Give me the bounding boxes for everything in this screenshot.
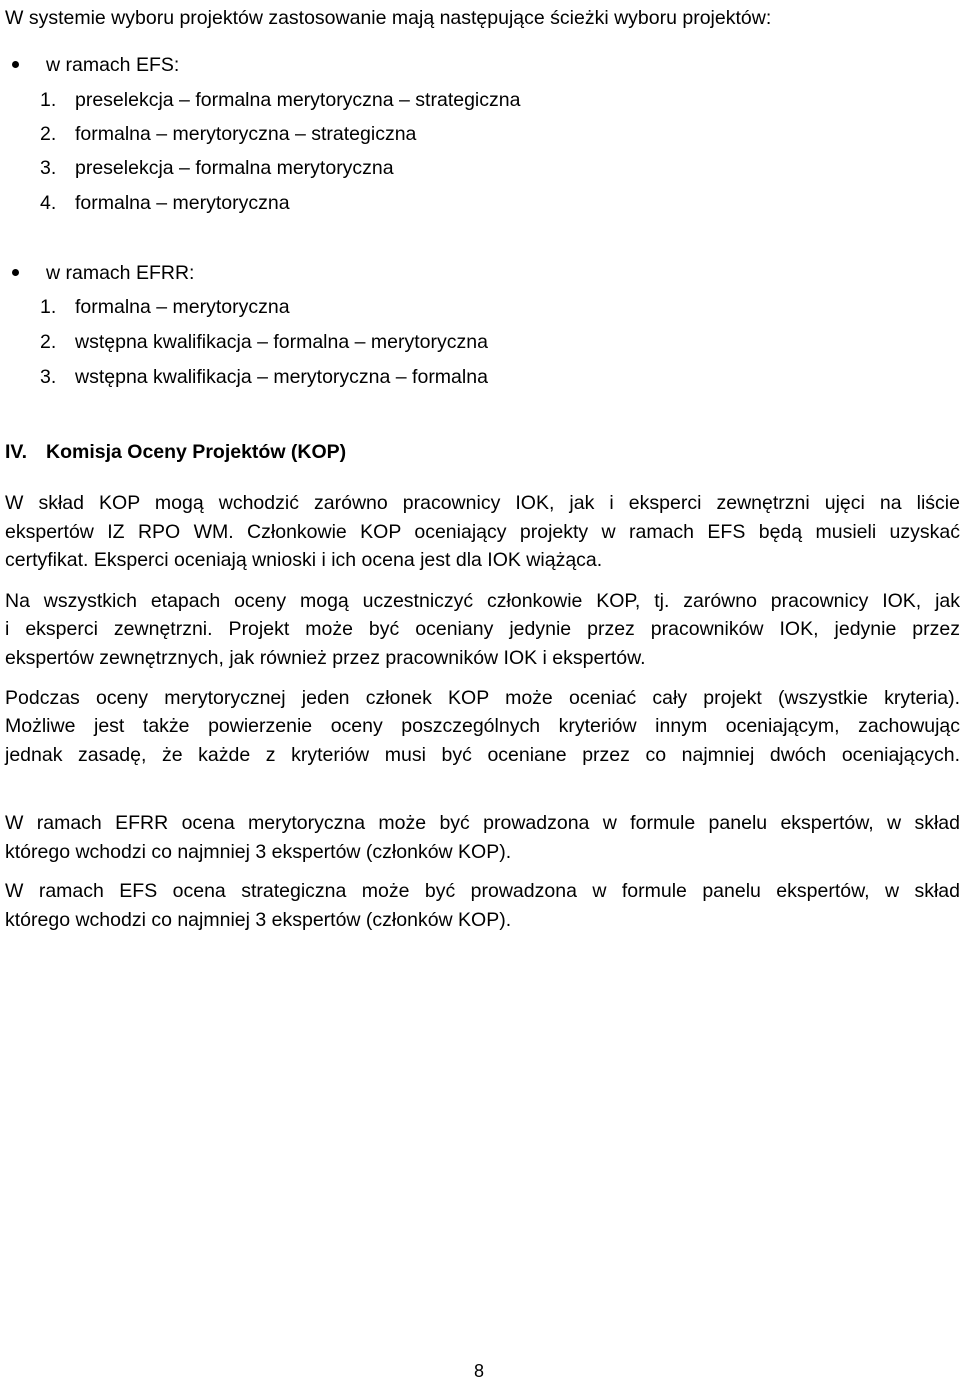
list-item: [40, 365, 488, 389]
list-item-text: wstępna kwalifikacja – formalna – merytoryczna: [75, 331, 488, 353]
list-item-number: 3.: [40, 157, 57, 179]
paragraph-line: którego wchodzi co najmniej 3 ekspertów (członków KOP).: [5, 909, 512, 931]
paragraph-line: W ramach EFS ocena strategiczna może być prowadzona w formule panelu ekspertów, w skład: [5, 880, 960, 902]
paragraph-line: Możliwe jest także powierzenie oceny poszczególnych kryteriów innym oceniającym, zachowując: [5, 715, 960, 737]
list-item: [40, 295, 290, 319]
list-item: [40, 122, 416, 146]
section-title: Komisja Oceny Projektów (KOP): [46, 441, 347, 463]
page-number: 8: [474, 1361, 485, 1381]
list-item-number: 4.: [40, 192, 57, 214]
list-item-text: preselekcja – formalna merytoryczna: [75, 157, 394, 179]
list-item-text: formalna – merytoryczna – strategiczna: [75, 123, 417, 145]
paragraph-line: Na wszystkich etapach oceny mogą uczestniczyć członkowie KOP, tj. zarówno pracownicy IOK, jak: [5, 590, 960, 612]
paragraph-line: i eksperci zewnętrzni. Projekt może być oceniany jedynie przez pracowników IOK, jedynie przez: [5, 618, 960, 640]
bullet-icon: [12, 61, 19, 68]
section-number: IV.: [5, 441, 28, 463]
paragraph-line: certyfikat. Eksperci oceniają wnioski i ich ocena jest dla IOK wiążąca.: [5, 549, 603, 571]
intro-text: W systemie wyboru projektów zastosowanie mają następujące ścieżki wyboru projektów:: [5, 7, 772, 29]
paragraph-line: W skład KOP mogą wchodzić zarówno pracownicy IOK, jak i eksperci zewnętrzni ujęci na liście: [5, 492, 960, 514]
section-heading: [5, 440, 346, 464]
list-item-number: 2.: [40, 123, 57, 145]
list-item-number: 1.: [40, 89, 57, 111]
paragraph-line: ekspertów IZ RPO WM. Członkowie KOP oceniający projekty w ramach EFS będą musieli uzyskać: [5, 521, 960, 543]
paragraph-line: jednak zasadę, że każde z kryteriów musi być oceniane przez co najmniej dwóch oceniających.: [5, 744, 960, 766]
list-item-text: preselekcja – formalna merytoryczna – strategiczna: [75, 89, 521, 111]
efs-label: w ramach EFS:: [46, 54, 180, 76]
list-item: [40, 88, 520, 112]
efrr-label: w ramach EFRR:: [46, 262, 195, 284]
paragraph-line: Podczas oceny merytorycznej jeden członek KOP może oceniać cały projekt (wszystkie kryteria).: [5, 687, 960, 709]
list-item-number: 3.: [40, 366, 57, 388]
list-item-number: 1.: [40, 296, 57, 318]
list-item: [40, 330, 488, 354]
list-item: [40, 191, 290, 215]
paragraph-line: W ramach EFRR ocena merytoryczna może być prowadzona w formule panelu ekspertów, w skład: [5, 812, 960, 834]
list-item-number: 2.: [40, 331, 57, 353]
list-item: [40, 156, 394, 180]
paragraph-line: którego wchodzi co najmniej 3 ekspertów (członków KOP).: [5, 841, 512, 863]
list-item-text: wstępna kwalifikacja – merytoryczna – formalna: [75, 366, 488, 388]
list-item-text: formalna – merytoryczna: [75, 192, 290, 214]
paragraph-line: ekspertów zewnętrznych, jak również przez pracowników IOK i ekspertów.: [5, 647, 646, 669]
bullet-icon: [12, 269, 19, 276]
list-item-text: formalna – merytoryczna: [75, 296, 290, 318]
